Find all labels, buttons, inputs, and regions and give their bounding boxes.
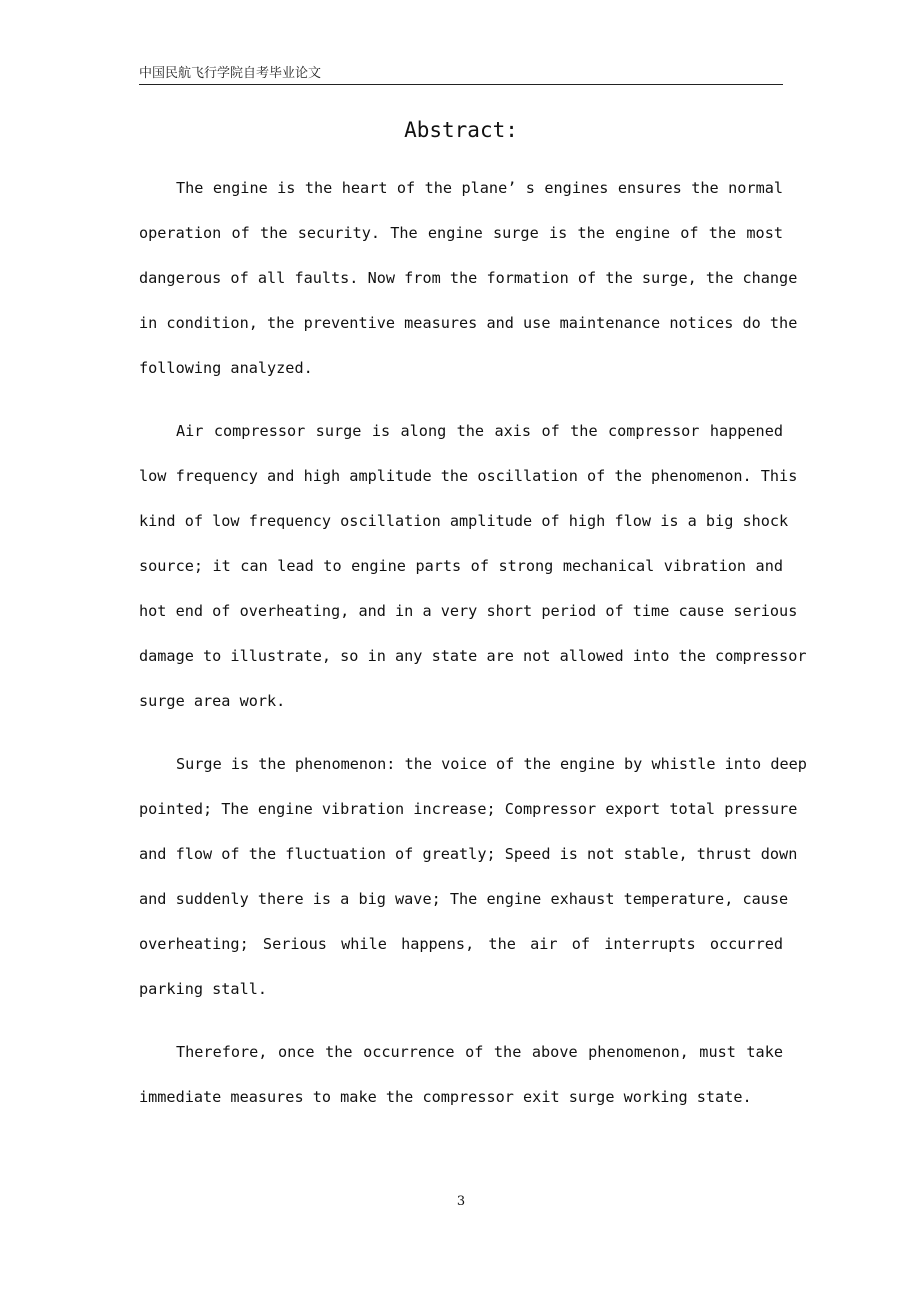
paragraph-line: dangerous of all faults. Now from the formation of the surge, the change [139,269,798,287]
paragraph-line: overheating; Serious while happens, the air of interrupts occurred [139,935,783,953]
paragraph-line: low frequency and high amplitude the oscillation of the phenomenon. This [139,467,798,485]
paragraph-4 [139,1030,783,1120]
paragraph-line: pointed; The engine vibration increase; Compressor export total pressure [139,800,798,818]
paragraph-line: hot end of overheating, and in a very short period of time cause serious [139,602,798,620]
header-rule [139,84,783,85]
paragraph-line: kind of low frequency oscillation amplitude of high flow is a big shock [139,512,789,530]
abstract-body [139,166,807,1138]
paragraph-line: and suddenly there is a big wave; The engine exhaust temperature, cause [139,890,789,908]
paragraph-line: immediate measures to make the compressor exit surge working state. [139,1088,752,1106]
running-header: 中国民航飞行学院自考毕业论文 [139,66,322,81]
paragraph-2 [139,409,807,724]
paragraph-line: operation of the security. The engine surge is the engine of the most [139,224,783,242]
paragraph-line: surge area work. [139,692,286,710]
paragraph-line: and flow of the fluctuation of greatly; Speed is not stable, thrust down [139,845,798,863]
paragraph-line: in condition, the preventive measures and use maintenance notices do the [139,314,798,332]
paragraph-line: source; it can lead to engine parts of strong mechanical vibration and [139,557,783,575]
paragraph-3 [139,742,807,1012]
abstract-title: Abstract: [404,118,518,142]
paragraph-line: parking stall. [139,980,268,998]
paragraph-line: Therefore, once the occurrence of the above phenomenon, must take [176,1043,783,1061]
paragraph-line: Surge is the phenomenon: the voice of the engine by whistle into deep [176,755,807,773]
paragraph-1 [139,166,798,391]
paragraph-line: The engine is the heart of the plane’ s engines ensures the normal [176,179,783,197]
paragraph-line: following analyzed. [139,359,313,377]
paragraph-line: damage to illustrate, so in any state are not allowed into the compressor [139,647,807,665]
paragraph-line: Air compressor surge is along the axis of the compressor happened [176,422,783,440]
page-number: 3 [456,1194,466,1209]
